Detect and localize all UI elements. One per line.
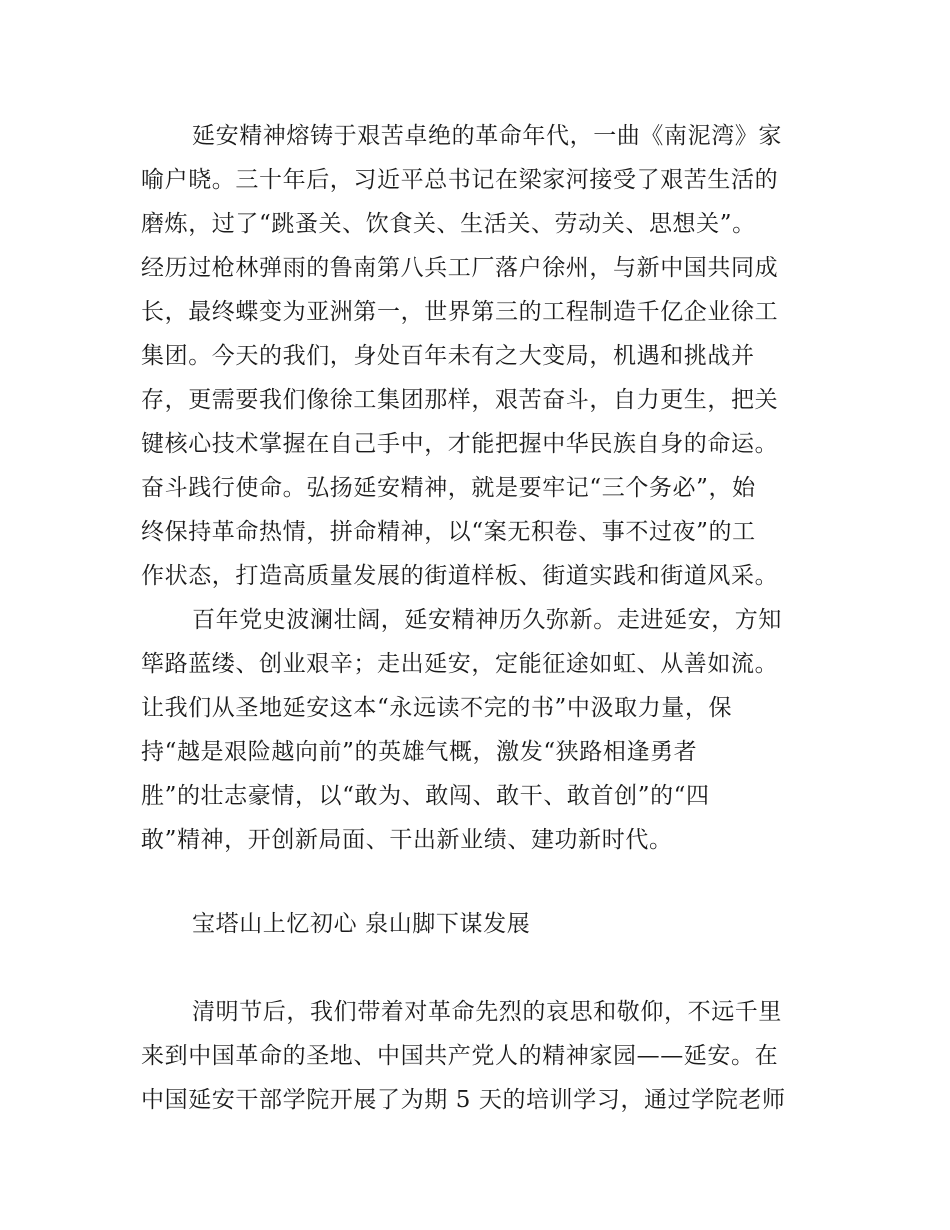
paragraph-line: 经历过枪林弹雨的鲁南第八兵工厂落户徐州，与新中国共同成: [141, 255, 779, 281]
paragraph-line: 喻户晓。三十年后，习近平总书记在梁家河接受了艰苦生活的: [141, 167, 779, 193]
paragraph-line: 让我们从圣地延安这本“永远读不完的书”中汲取力量，保: [141, 695, 733, 721]
paragraph-line: 长，最终蝶变为亚洲第一，世界第三的工程制造千亿企业徐工: [141, 299, 779, 325]
paragraph-line: 筚路蓝缕、创业艰辛；走出延安，定能征途如虹、从善如流。: [141, 651, 779, 677]
paragraph-line: 持“越是艰险越向前”的英雄气概，激发“狭路相逢勇者: [141, 739, 698, 765]
paragraph-line: 敢”精神，开创新局面、干出新业绩、建功新时代。: [141, 827, 673, 853]
paragraph-line: 清明节后，我们带着对革命先烈的哀思和敬仰，不远千里: [192, 999, 782, 1025]
paragraph-line: 胜”的壮志豪情，以“敢为、敢闯、敢干、敢首创”的“四: [141, 783, 710, 809]
paragraph-line: 作状态，打造高质量发展的街道样板、街道实践和街道风采。: [141, 563, 779, 589]
paragraph-line: 集团。今天的我们，身处百年未有之大变局，机遇和挑战并: [141, 343, 755, 369]
paragraph-line: 延安精神熔铸于艰苦卓绝的革命年代，一曲《南泥湾》家: [192, 123, 782, 149]
paragraph-line: 中国延安干部学院开展了为期 5 天的培训学习，通过学院老师: [141, 1087, 786, 1113]
paragraph-line: 来到中国革命的圣地、中国共产党人的精神家园——延安。在: [141, 1043, 779, 1069]
section-heading: 宝塔山上忆初心 泉山脚下谋发展: [192, 911, 531, 937]
paragraph-line: 磨炼，过了“跳蚤关、饮食关、生活关、劳动关、思想关”。: [141, 211, 756, 237]
paragraph-line: 存，更需要我们像徐工集团那样，艰苦奋斗，自力更生，把关: [141, 387, 779, 413]
paragraph-line: 百年党史波澜壮阔，延安精神历久弥新。走进延安，方知: [192, 607, 782, 633]
paragraph-line: 键核心技术掌握在自己手中，才能把握中华民族自身的命运。: [141, 431, 779, 457]
paragraph-line: 终保持革命热情，拼命精神，以“案无积卷、事不过夜”的工: [141, 519, 756, 545]
paragraph-line: 奋斗践行使命。弘扬延安精神，就是要牢记“三个务必”，始: [141, 475, 756, 501]
